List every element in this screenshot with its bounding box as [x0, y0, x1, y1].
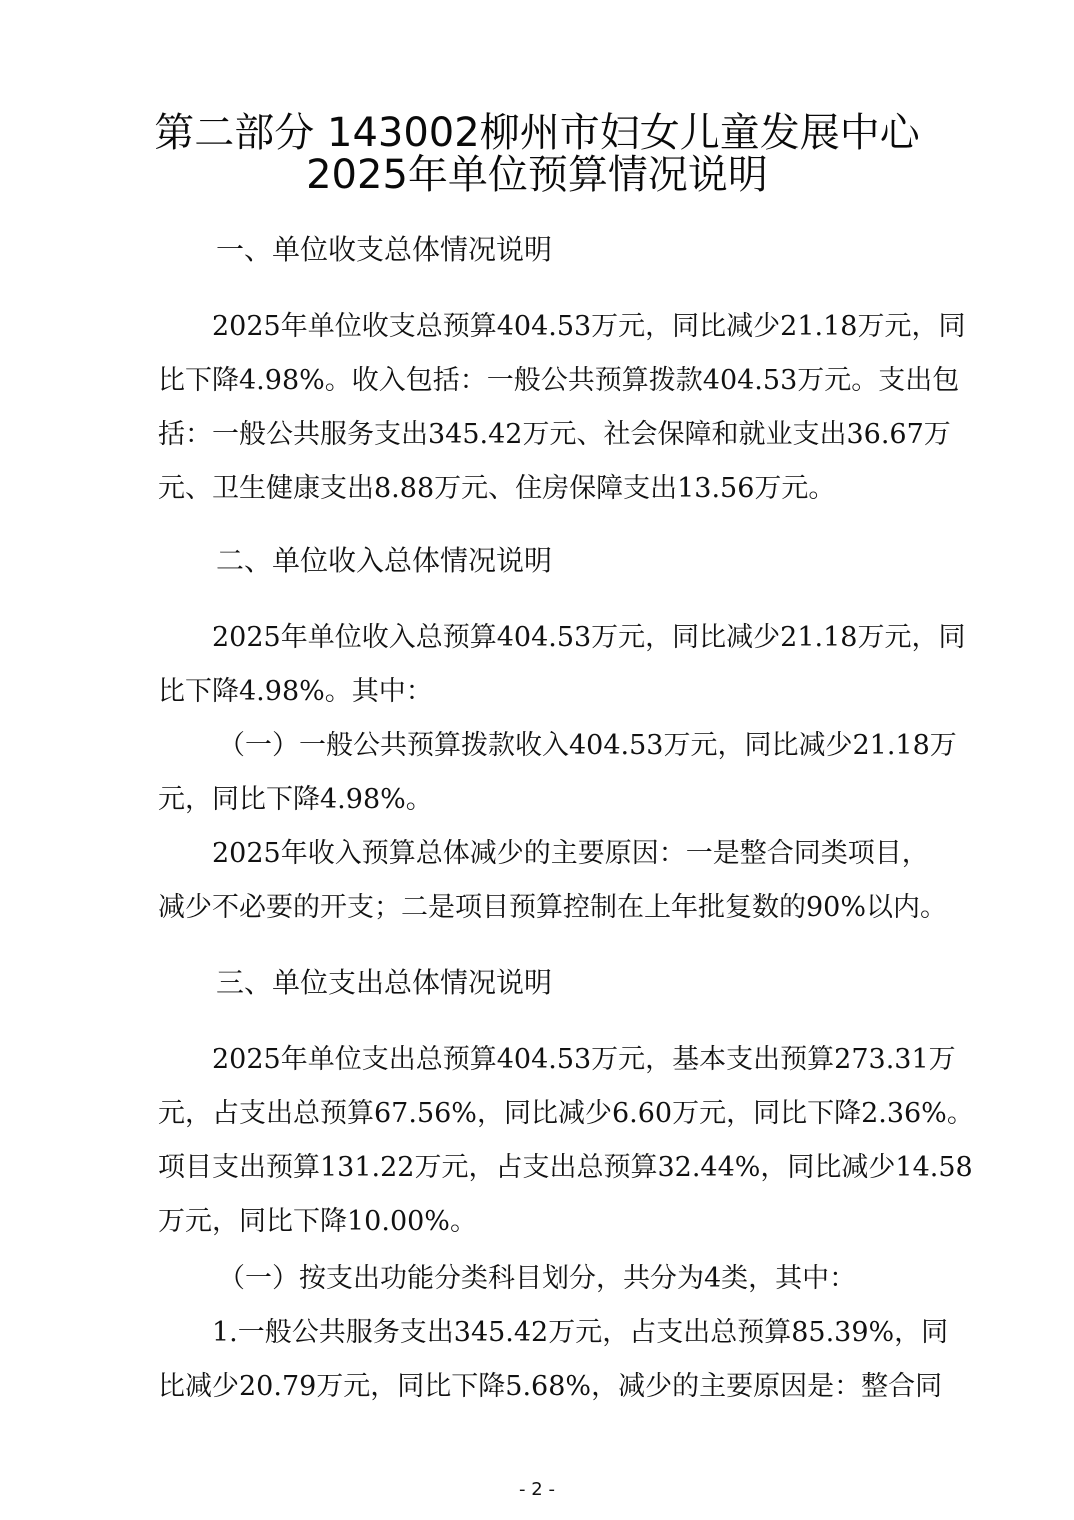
document-title-line-2: 2025年单位预算情况说明	[306, 152, 768, 198]
document-title-line-1: 第二部分 143002柳州市妇女儿童发展中心	[154, 110, 920, 156]
paragraph-line: 2025年单位支出总预算404.53万元，基本支出预算273.31万	[212, 1044, 956, 1075]
section-heading-1: 一、单位收支总体情况说明	[216, 233, 553, 266]
paragraph-line: 减少不必要的开支；二是项目预算控制在上年批复数的90%以内。	[158, 892, 948, 923]
paragraph-line: 元，占支出总预算67.56%，同比减少6.60万元，同比下降2.36%。	[158, 1098, 974, 1129]
paragraph-line: 括：一般公共服务支出345.42万元、社会保障和就业支出36.67万	[158, 419, 951, 450]
paragraph-line: 元、卫生健康支出8.88万元、住房保障支出13.56万元。	[158, 473, 836, 504]
paragraph-line: 比下降4.98%。其中：	[158, 676, 433, 707]
paragraph-line: 项目支出预算131.22万元，占支出总预算32.44%，同比减少14.58	[158, 1152, 973, 1183]
section-heading-2: 二、单位收入总体情况说明	[216, 544, 553, 577]
page-number: - 2 -	[519, 1479, 555, 1500]
paragraph-line: 2025年单位收入总预算404.53万元，同比减少21.18万元，同	[212, 622, 966, 653]
paragraph-line: （一）一般公共预算拨款收入404.53万元，同比减少21.18万	[218, 730, 957, 761]
paragraph-line: 元，同比下降4.98%。	[158, 784, 433, 815]
paragraph-line: 比减少20.79万元，同比下降5.68%，减少的主要原因是：整合同	[158, 1371, 943, 1402]
paragraph-line: （一）按支出功能分类科目划分，共分为4类，其中：	[218, 1263, 857, 1294]
paragraph-line: 1.一般公共服务支出345.42万元，占支出总预算85.39%，同	[212, 1317, 949, 1348]
paragraph-line: 比下降4.98%。收入包括：一般公共预算拨款404.53万元。支出包	[158, 365, 960, 396]
paragraph-line: 万元，同比下降10.00%。	[158, 1206, 477, 1237]
paragraph-line: 2025年收入预算总体减少的主要原因：一是整合同类项目，	[212, 838, 929, 869]
paragraph-line: 2025年单位收支总预算404.53万元，同比减少21.18万元，同	[212, 311, 966, 342]
section-heading-3: 三、单位支出总体情况说明	[216, 966, 553, 999]
